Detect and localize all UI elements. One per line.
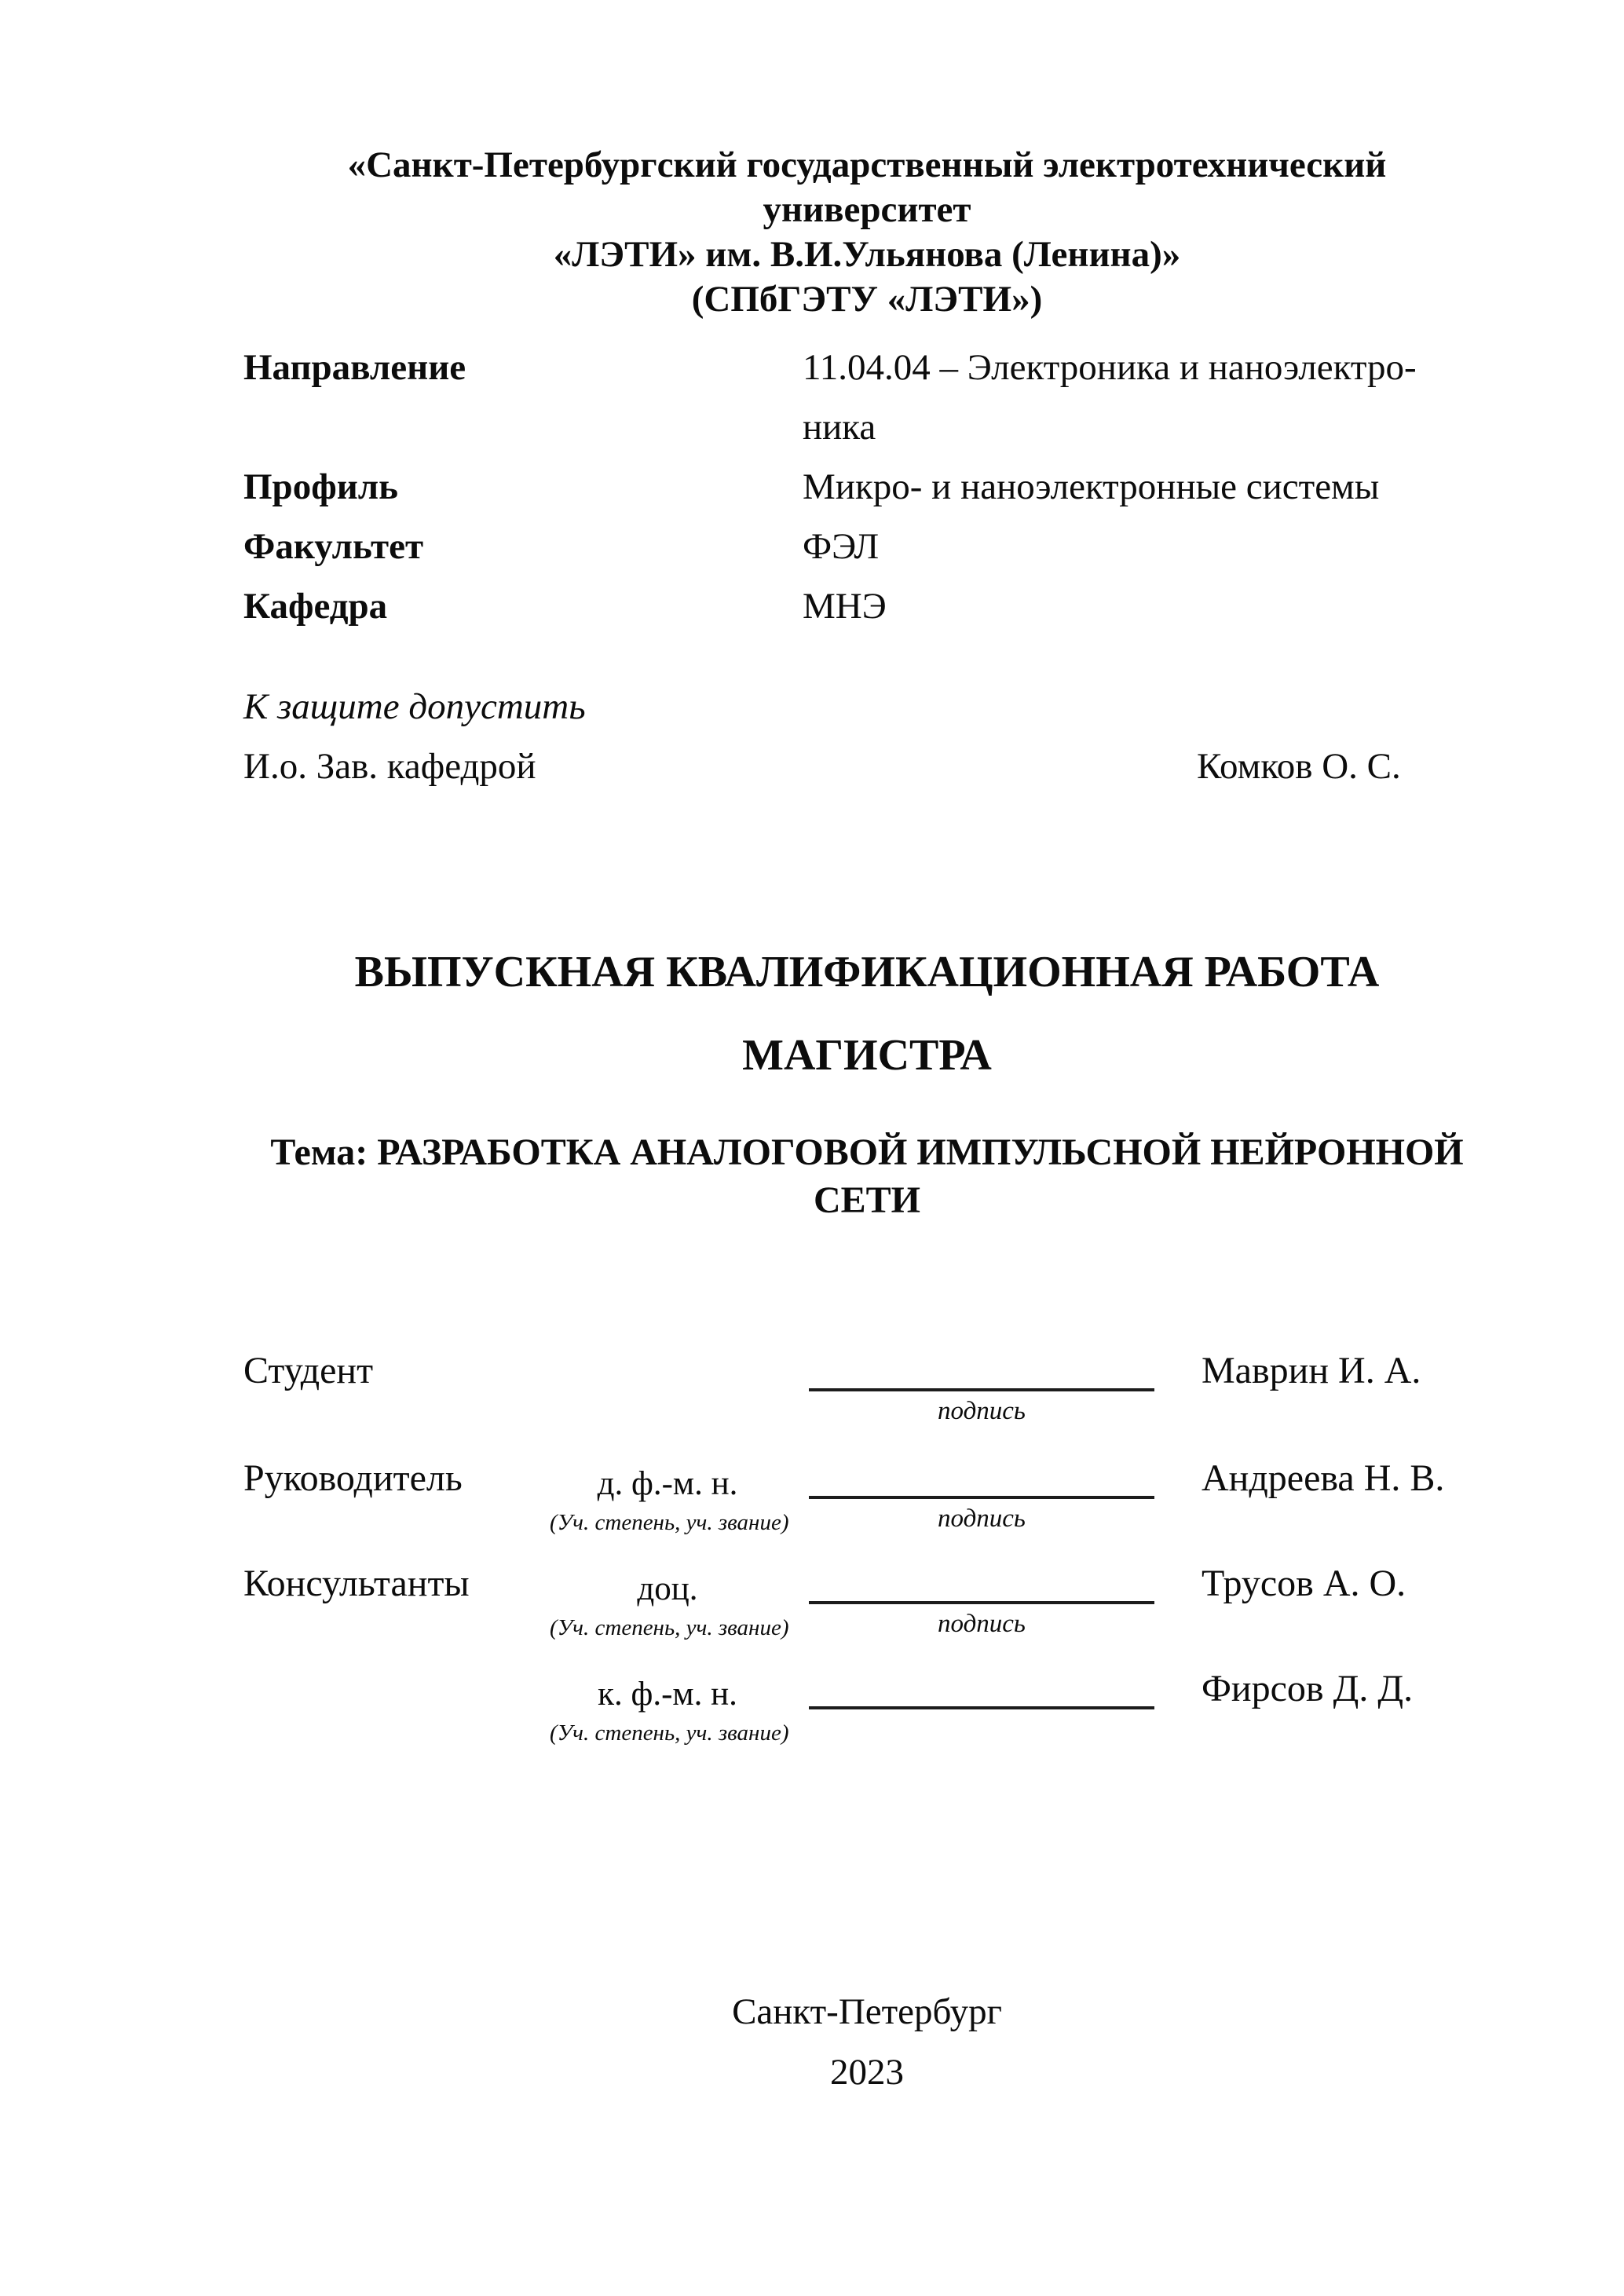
document-title-line1: ВЫПУСКНАЯ КВАЛИФИКАЦИОННАЯ РАБОТА <box>354 948 1380 996</box>
admission-approver-row <box>243 744 1490 789</box>
direction-value-continued: ника <box>803 407 876 448</box>
consultant-1-degree-caption: (Уч. степень, уч. звание) <box>550 1615 789 1640</box>
consultant-2-degree-caption: (Уч. степень, уч. звание) <box>550 1720 789 1746</box>
consultant-2-name: Фирсов Д. Д. <box>1202 1668 1414 1709</box>
supervisor-degree: д. ф.-м. н. <box>597 1465 738 1502</box>
signature-row-supervisor <box>243 1452 1490 1537</box>
student-signature-line <box>809 1344 1154 1391</box>
supervisor-signature-line <box>809 1452 1154 1499</box>
department-value: МНЭ <box>803 586 887 627</box>
student-degree-cell <box>550 1344 785 1427</box>
signatures-block <box>243 1344 1490 1768</box>
signature-row-student <box>243 1344 1490 1427</box>
supervisor-signature-caption: подпись <box>938 1504 1026 1533</box>
supervisor-degree-caption: (Уч. степень, уч. звание) <box>550 1510 789 1535</box>
student-signature-cell <box>785 1344 1154 1427</box>
faculty-value: ФЭЛ <box>803 526 880 567</box>
direction-wrap-label <box>243 397 803 457</box>
supervisor-degree-cell <box>550 1452 789 1537</box>
university-abbreviation: (СПбГЭТУ «ЛЭТИ») <box>691 279 1043 320</box>
consultant-1-signature-cell <box>785 1557 1154 1642</box>
admission-permit-line: К защите допустить <box>243 686 586 727</box>
footer-year: 2023 <box>830 2052 904 2093</box>
direction-label: Направление <box>243 347 466 388</box>
info-row-faculty <box>243 517 1490 576</box>
profile-value: Микро- и наноэлектронные системы <box>803 466 1380 507</box>
admission-block <box>243 685 1490 789</box>
signature-row-consultant-1 <box>243 1557 1490 1642</box>
document-title <box>243 930 1490 1097</box>
head-of-department-label: И.о. Зав. кафедрой <box>243 746 536 787</box>
document-title-line2: МАГИСТРА <box>742 1031 992 1080</box>
thesis-theme <box>243 1128 1490 1224</box>
student-signature-caption: подпись <box>938 1397 1026 1425</box>
consultant-1-name: Трусов А. О. <box>1202 1563 1406 1604</box>
consultant-2-signature-line <box>809 1662 1154 1709</box>
consultant-1-degree-cell <box>550 1557 789 1642</box>
signature-row-consultant-2 <box>243 1662 1490 1747</box>
university-header <box>243 143 1490 322</box>
student-name: Маврин И. А. <box>1202 1350 1421 1391</box>
university-name-line2: «ЛЭТИ» им. В.И.Ульянова (Ленина)» <box>553 234 1181 275</box>
consultant-2-role-label <box>243 1662 550 1747</box>
consultant-2-degree-cell <box>550 1662 789 1747</box>
footer-city: Санкт-Петербург <box>732 1991 1002 2032</box>
head-of-department-name: Комков О. С. <box>1197 746 1401 787</box>
programme-info <box>243 338 1490 636</box>
info-row-direction-wrap <box>243 397 1490 457</box>
student-role-label: Студент <box>243 1350 374 1391</box>
info-row-direction <box>243 338 1490 397</box>
info-row-department <box>243 576 1490 636</box>
thesis-theme-line1: Тема: РАЗРАБОТКА АНАЛОГОВОЙ ИМПУЛЬСНОЙ НЕЙРОННОЙ <box>270 1132 1464 1173</box>
thesis-theme-line2: СЕТИ <box>813 1179 921 1221</box>
university-name-line1: «Санкт-Петербургский государственный электротехнический университет <box>347 144 1387 230</box>
consultant-2-degree: к. ф.-м. н. <box>598 1676 737 1713</box>
department-label: Кафедра <box>243 586 388 627</box>
consultant-1-signature-line <box>809 1557 1154 1604</box>
supervisor-name: Андреева Н. В. <box>1202 1457 1445 1499</box>
consultants-role-label: Консультанты <box>243 1563 470 1604</box>
direction-value: 11.04.04 – Электроника и наноэлектро- <box>803 347 1417 388</box>
supervisor-signature-cell <box>785 1452 1154 1537</box>
supervisor-role-label: Руководитель <box>243 1457 463 1499</box>
consultant-1-degree: доц. <box>637 1570 698 1607</box>
consultant-2-signature-cell <box>785 1662 1154 1747</box>
info-row-profile <box>243 457 1490 517</box>
profile-label: Профиль <box>243 466 399 507</box>
faculty-label: Факультет <box>243 526 424 567</box>
consultant-1-signature-caption: подпись <box>938 1610 1026 1638</box>
